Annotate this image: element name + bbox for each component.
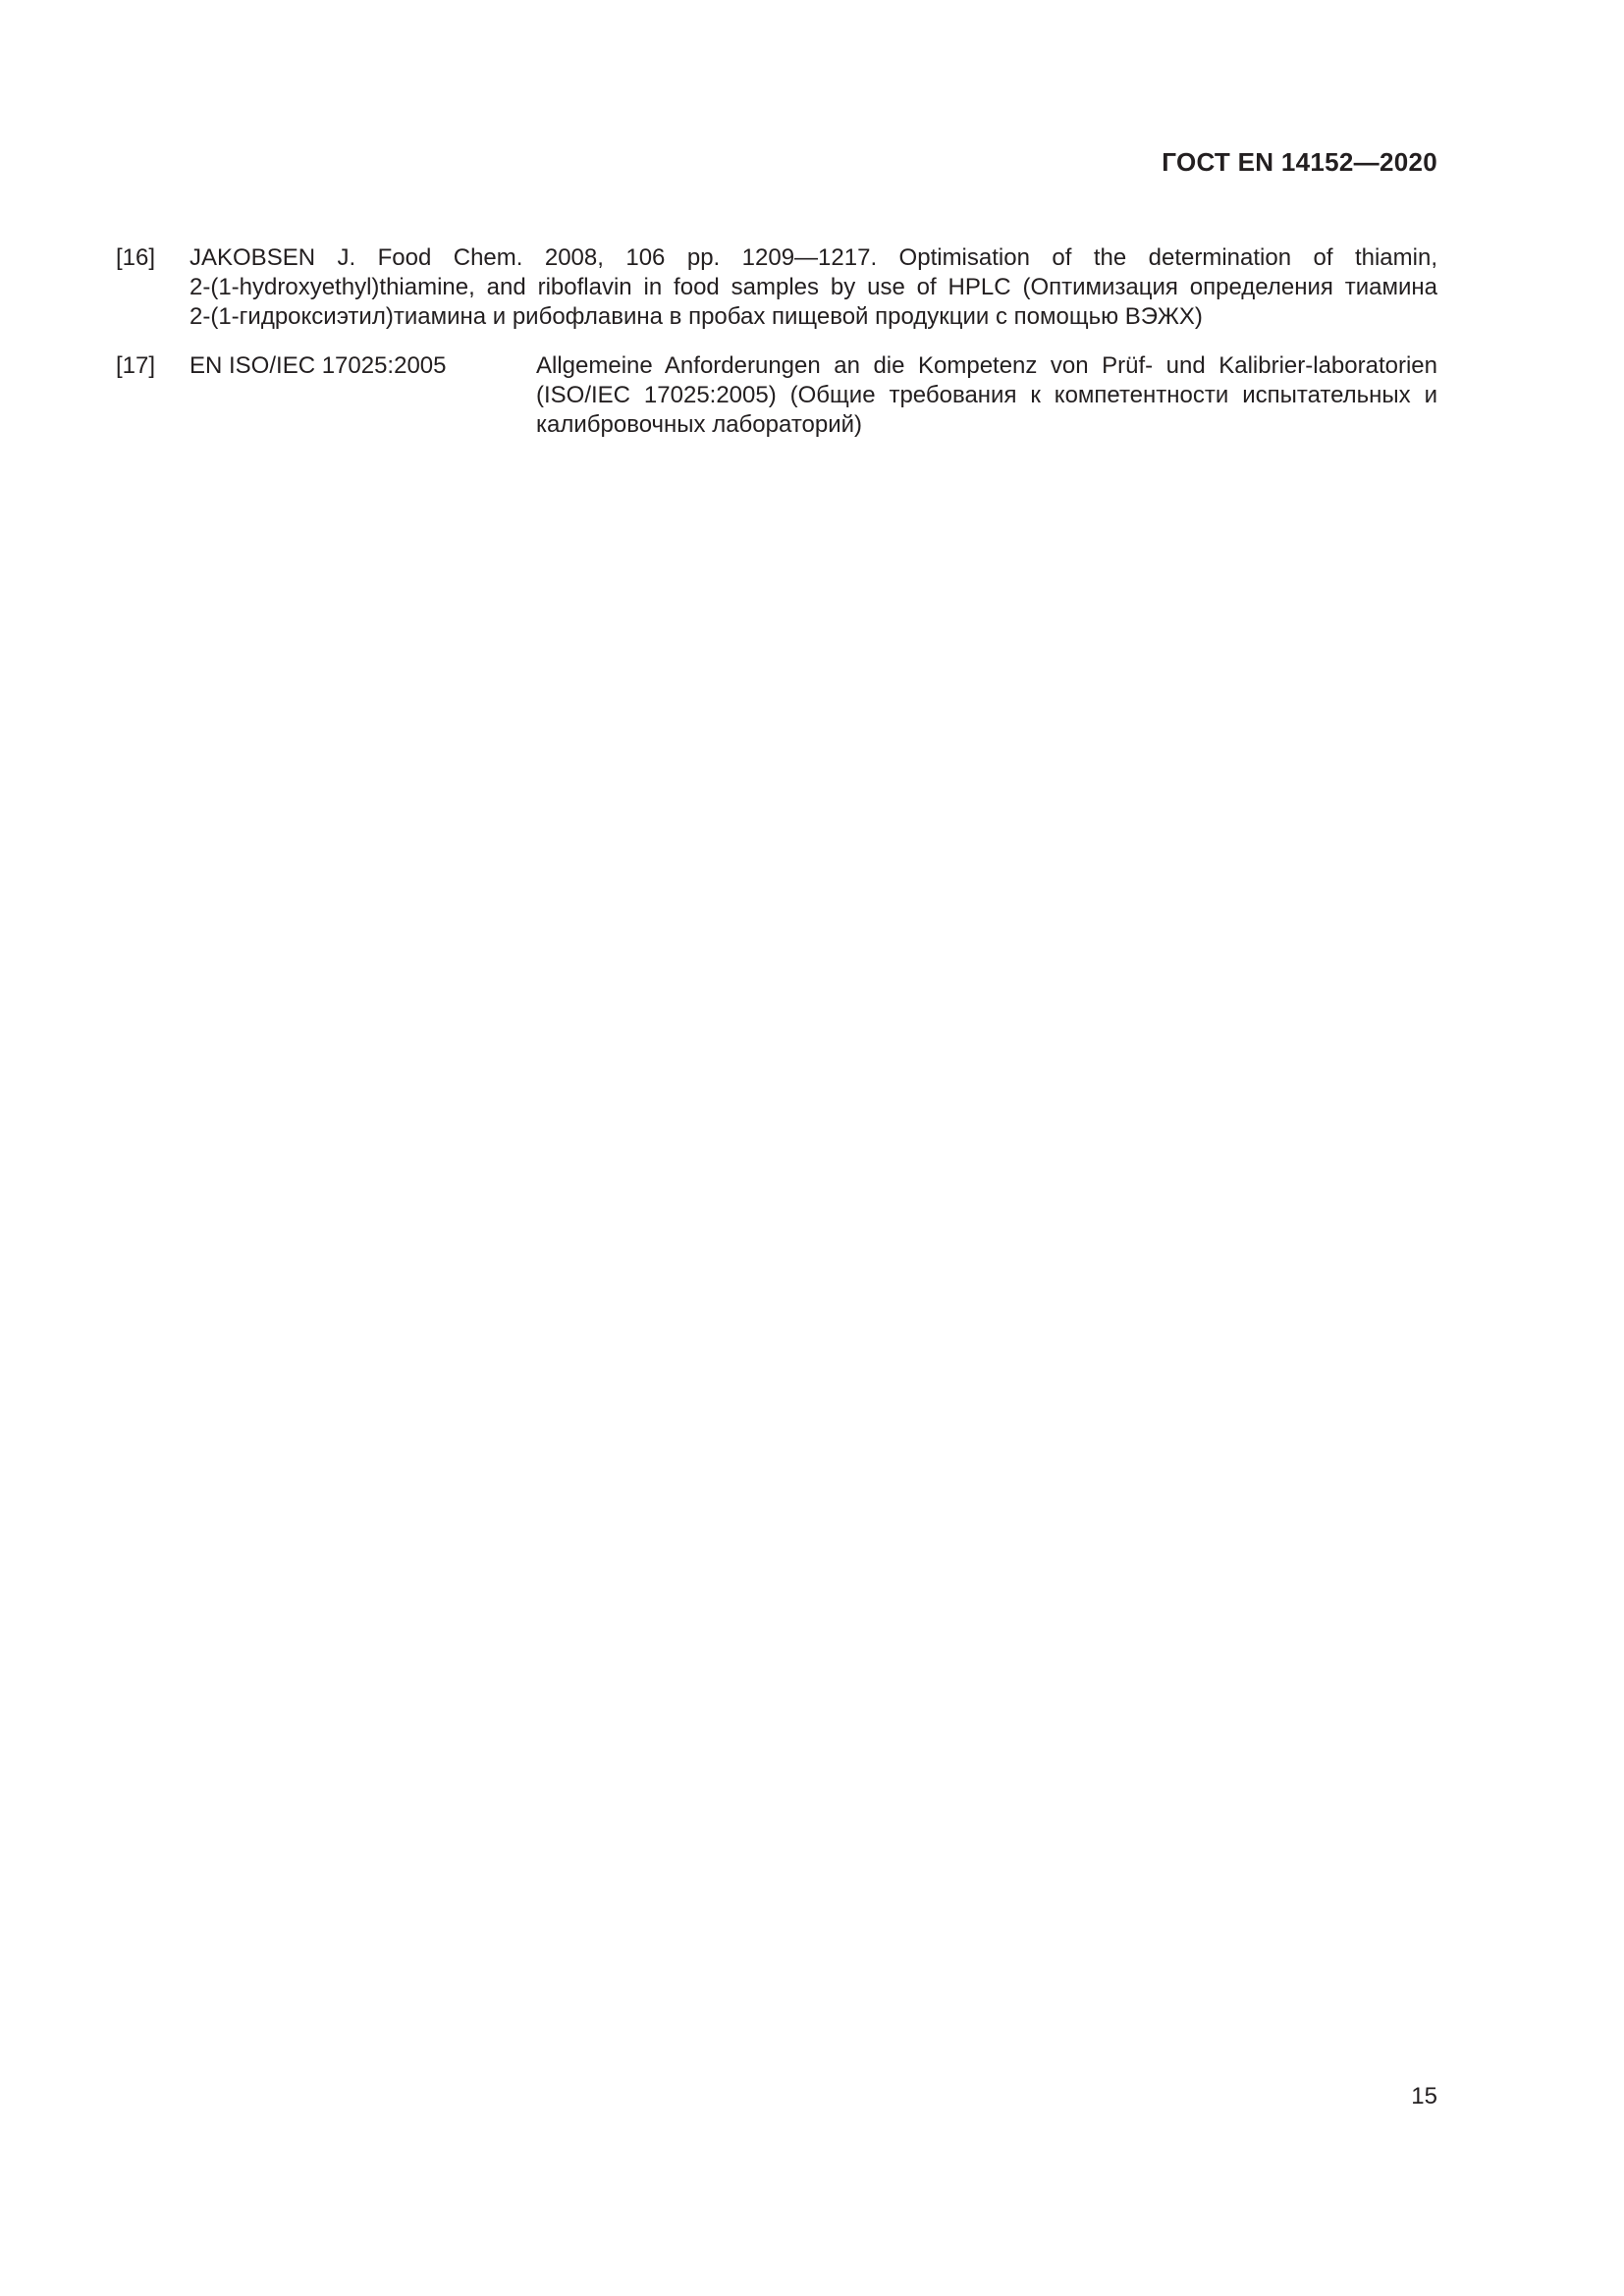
reference-line: 2-(1-hydroxyethyl)thiamine, and riboflavin in food samples by use of HPLC (Оптимизация определения тиамина: [189, 274, 1437, 300]
reference-standard-code: EN ISO/IEC 17025:2005: [189, 352, 447, 379]
page-number: 15: [1411, 2083, 1437, 2109]
reference-line: 2-(1-гидроксиэтил)тиамина и рибофлавина в пробах пищевой продукции с помощью ВЭЖХ): [189, 303, 1203, 330]
reference-line: калибровочных лабораторий): [536, 411, 863, 438]
reference-item-16: [116, 243, 1437, 334]
reference-item-17: [116, 351, 1437, 442]
reference-line: (ISO/IEC 17025:2005) (Общие требования к компетентности испытательных и: [536, 382, 1437, 408]
reference-number: [17]: [116, 352, 156, 379]
reference-line: Allgemeine Anforderungen an die Kompetenz von Prüf- und Kalibrier-laboratorien: [536, 352, 1437, 379]
reference-text: [189, 243, 1437, 332]
document-code-header: ГОСТ EN 14152—2020: [1162, 147, 1437, 177]
reference-line: JAKOBSEN J. Food Chem. 2008, 106 pp. 1209—1217. Optimisation of the determination of thiamin,: [189, 244, 1437, 271]
reference-title: [536, 351, 1437, 440]
reference-number: [16]: [116, 244, 156, 271]
